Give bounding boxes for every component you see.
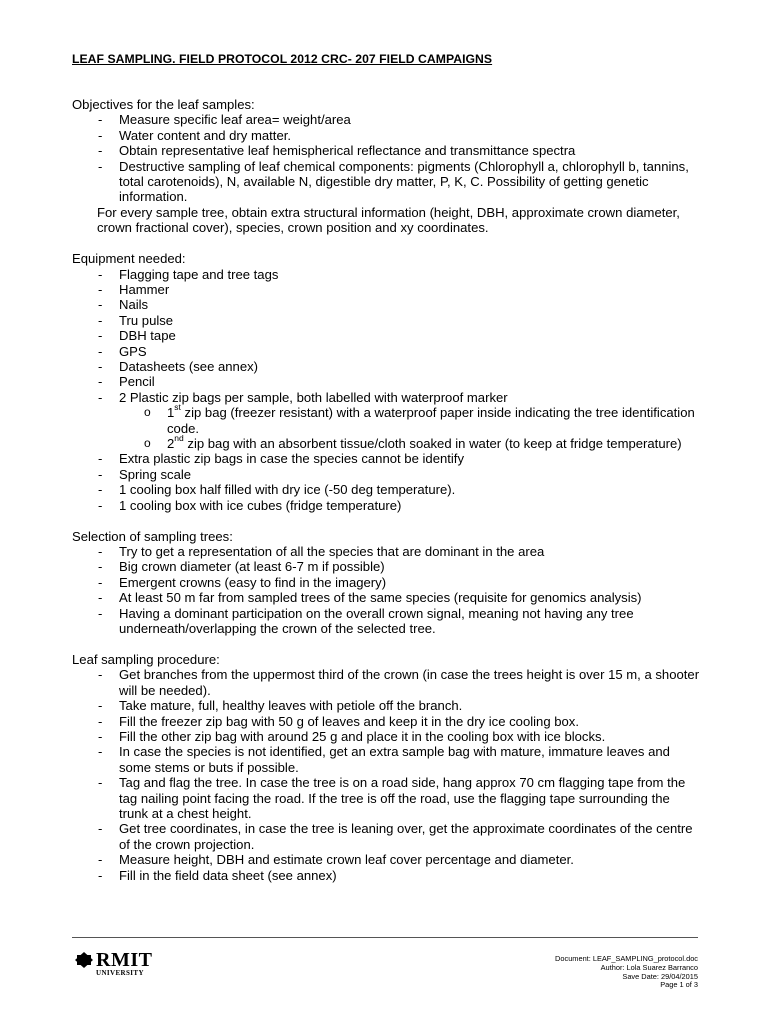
selection-list <box>72 544 702 636</box>
list-item: - Big crown diameter (at least 6-7 m if possible) <box>98 559 385 575</box>
equipment-heading: Equipment needed: <box>72 251 186 267</box>
procedure-heading: Leaf sampling procedure: <box>72 651 220 667</box>
selection-section <box>72 529 702 637</box>
list-item: - Emergent crowns (easy to find in the imagery) <box>98 574 387 590</box>
list-item: - Tru pulse <box>98 312 174 328</box>
list-item: - Water content and dry matter. <box>98 127 291 143</box>
equipment-list <box>72 267 702 514</box>
logo-subtitle: UNIVERSITY <box>96 969 144 977</box>
selection-heading: Selection of sampling trees: <box>72 528 233 544</box>
doc-author: Author: Lola Suarez Barranco <box>600 962 698 972</box>
list-item: - Fill in the field data sheet (see annex) <box>98 867 337 883</box>
list-item: - Measure height, DBH and estimate crown leaf cover percentage and diameter. <box>98 852 574 868</box>
list-item: - Get tree coordinates, in case the tree is leaning over, get the approximate coordinates of the centre of the crown projection. <box>98 821 693 852</box>
list-item: - Datasheets (see annex) <box>98 359 259 374</box>
sub-list-item: o 1st zip bag (freezer resistant) with a waterproof paper inside indicating the tree identification code. <box>144 401 695 436</box>
list-item: - Flagging tape and tree tags <box>98 266 279 282</box>
list-item: - Get branches from the uppermost third of the crown (in case the trees height is over 15 m, a shooter will be needed). <box>98 667 700 698</box>
list-item: - Hammer <box>98 281 170 297</box>
objectives-list <box>72 112 702 204</box>
list-item: - In case the species is not identified, get an extra sample bag with mature, immature leaves and some stems or buts if possible. <box>98 744 670 775</box>
procedure-section <box>72 652 702 883</box>
objectives-note: For every sample tree, obtain extra structural information (height, DBH, approximate crown diameter, crown fractional cover), species, crown position and xy coordinates. <box>97 204 680 236</box>
zip-bag-sublist <box>119 401 702 452</box>
list-item: - Nails <box>98 297 149 313</box>
list-item: - Pencil <box>98 374 155 390</box>
sub-list-item: o 2nd zip bag with an absorbent tissue/cloth soaked in water (to keep at fridge temperature) <box>144 432 682 452</box>
list-item: - Tag and flag the tree. In case the tree is on a road side, hang approx 70 cm flagging tape from the tag nailing point facing the road. If the tree is off the road, use the flagging tape surrounding the trunk at a chest height. <box>98 775 686 821</box>
list-item: - 1 cooling box with ice cubes (fridge temperature) <box>98 497 402 513</box>
list-item: - 2 Plastic zip bags per sample, both labelled with waterproof marker o 1st zip bag (freezer resistant) with a waterproof paper inside indicating the tree identification code. o 2nd zip bag with an absorbent tissue/cloth soaked in water (to keep at fridge temperature) <box>72 390 702 452</box>
list-item: - Take mature, full, healthy leaves with petiole off the branch. <box>98 698 463 714</box>
list-item: - Try to get a representation of all the species that are dominant in the area <box>98 543 545 559</box>
doc-filename: Document: LEAF_SAMPLING_protocol.doc <box>555 954 698 963</box>
document-title: LEAF SAMPLING. FIELD PROTOCOL 2012 CRC- 207 FIELD CAMPAIGNS <box>72 52 493 66</box>
footer-divider <box>72 937 698 938</box>
list-item: - Fill the other zip bag with around 25 g and place it in the cooling box with ice blocks. <box>98 728 606 744</box>
rmit-logo <box>75 951 165 979</box>
list-item: - DBH tape <box>98 328 176 344</box>
document-body <box>72 97 702 899</box>
logo-wordmark: RMIT <box>96 949 153 971</box>
list-item: - Having a dominant participation on the overall crown signal, meaning not having any tree underneath/overlapping the crown of the selected tree. <box>98 605 634 636</box>
rmit-mark-icon <box>75 952 93 968</box>
doc-save-date: Save Date: 29/04/2015 <box>622 971 698 981</box>
list-item: - 1 cooling box half filled with dry ice (-50 deg temperature). <box>98 482 456 498</box>
objectives-section <box>72 97 702 236</box>
procedure-list <box>72 667 702 883</box>
page-number: Page 1 of 3 <box>660 980 698 990</box>
objectives-heading: Objectives for the leaf samples: <box>72 97 255 112</box>
list-item: - Fill the freezer zip bag with 50 g of leaves and keep it in the dry ice cooling box. <box>98 713 579 729</box>
list-item: - Extra plastic zip bags in case the species cannot be identify <box>98 451 464 467</box>
list-item: - Measure specific leaf area= weight/area <box>98 112 351 128</box>
list-item: - Destructive sampling of leaf chemical components: pigments (Chlorophyll a, chlorophyll b, tannins, total carotenoids), N, available N, digestible dry matter, P, K, C. Possibility of getting genetic information. <box>98 158 689 205</box>
equipment-section <box>72 251 702 513</box>
list-item: - GPS <box>98 343 147 359</box>
list-item: - Spring scale <box>98 466 192 482</box>
document-info <box>555 955 698 990</box>
list-item: - Obtain representative leaf hemispherical reflectance and transmittance spectra <box>98 143 576 159</box>
list-item: - At least 50 m far from sampled trees of the same species (requisite for genomics analysis) <box>98 590 642 606</box>
